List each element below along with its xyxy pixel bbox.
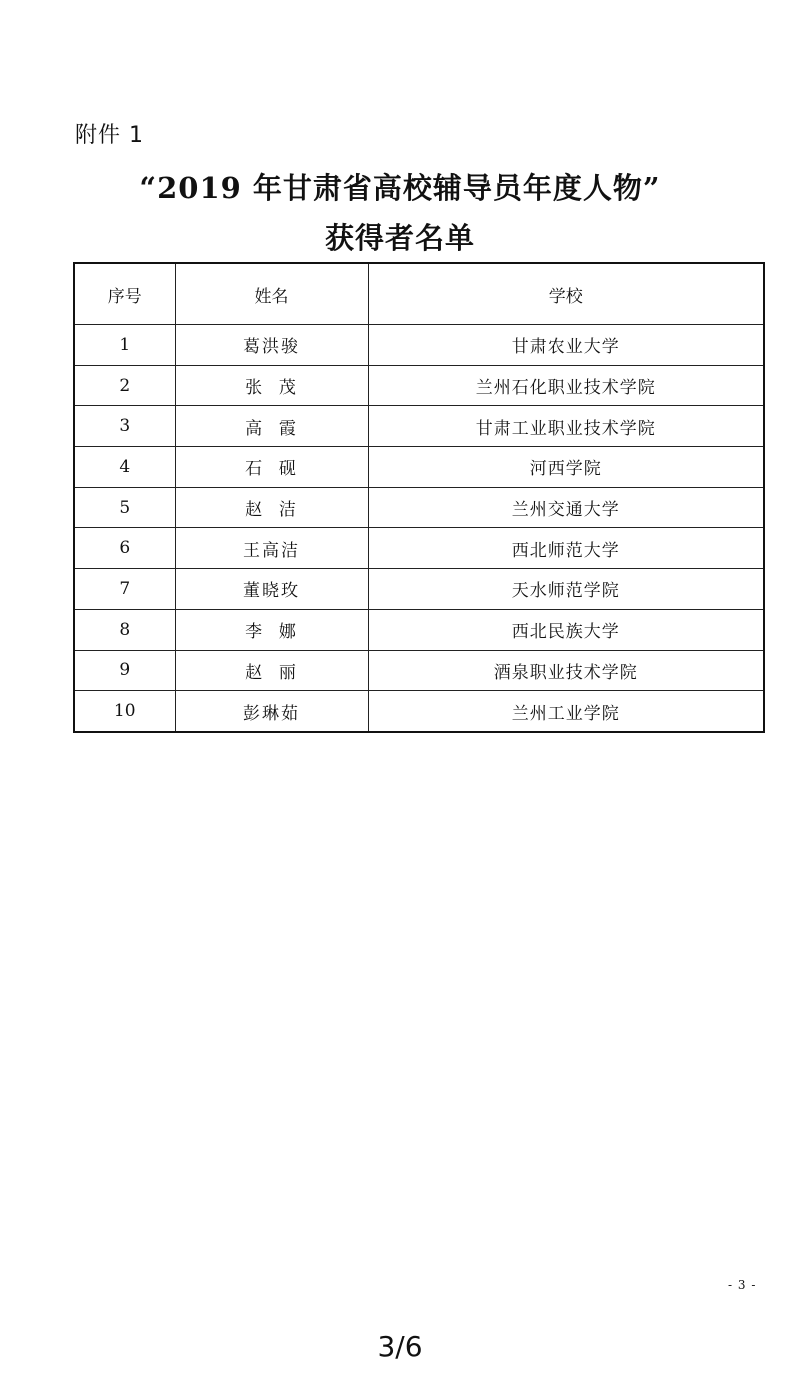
row-school: 西北师范大学 (368, 528, 764, 569)
row-name: 葛洪骏 (175, 325, 368, 366)
awardee-table (73, 262, 765, 733)
row-school: 天水师范学院 (368, 569, 764, 610)
table-row (74, 447, 764, 488)
row-name: 董晓玫 (175, 569, 368, 610)
row-school: 兰州石化职业技术学院 (368, 365, 764, 406)
viewer-page-indicator: 3/6 (377, 1330, 423, 1363)
table-row (74, 528, 764, 569)
row-name: 石 砚 (175, 447, 368, 488)
row-name: 李 娜 (175, 609, 368, 650)
header-school: 学校 (368, 263, 764, 325)
document-title: “2019 年甘肃省高校辅导员年度人物” (139, 171, 661, 205)
document-subtitle: 获得者名单 (324, 221, 475, 255)
table-row (74, 406, 764, 447)
header-index: 序号 (74, 263, 175, 325)
table-row (74, 487, 764, 528)
row-school: 甘肃农业大学 (368, 325, 764, 366)
row-name: 彭琳茹 (175, 691, 368, 732)
row-index: 10 (74, 691, 175, 732)
row-index: 7 (74, 569, 175, 610)
row-index: 8 (74, 609, 175, 650)
table-row (74, 365, 764, 406)
row-index: 4 (74, 447, 175, 488)
row-name: 赵 丽 (175, 650, 368, 691)
row-name: 王高洁 (175, 528, 368, 569)
row-school: 兰州工业学院 (368, 691, 764, 732)
row-index: 2 (74, 365, 175, 406)
row-index: 5 (74, 487, 175, 528)
row-school: 酒泉职业技术学院 (368, 650, 764, 691)
table-row (74, 569, 764, 610)
row-school: 河西学院 (368, 447, 764, 488)
row-index: 3 (74, 406, 175, 447)
header-name: 姓名 (175, 263, 368, 325)
table-row (74, 650, 764, 691)
row-school: 西北民族大学 (368, 609, 764, 650)
attachment-label: 附件 1 (75, 123, 144, 148)
row-index: 1 (74, 325, 175, 366)
table-row (74, 691, 764, 732)
row-school: 甘肃工业职业技术学院 (368, 406, 764, 447)
row-name: 高 霞 (175, 406, 368, 447)
table-row (74, 609, 764, 650)
table-row (74, 325, 764, 366)
page-number: - 3 - (728, 1278, 757, 1292)
row-index: 9 (74, 650, 175, 691)
row-school: 兰州交通大学 (368, 487, 764, 528)
row-index: 6 (74, 528, 175, 569)
row-name: 赵 洁 (175, 487, 368, 528)
row-name: 张 茂 (175, 365, 368, 406)
table-header-row (74, 263, 764, 325)
